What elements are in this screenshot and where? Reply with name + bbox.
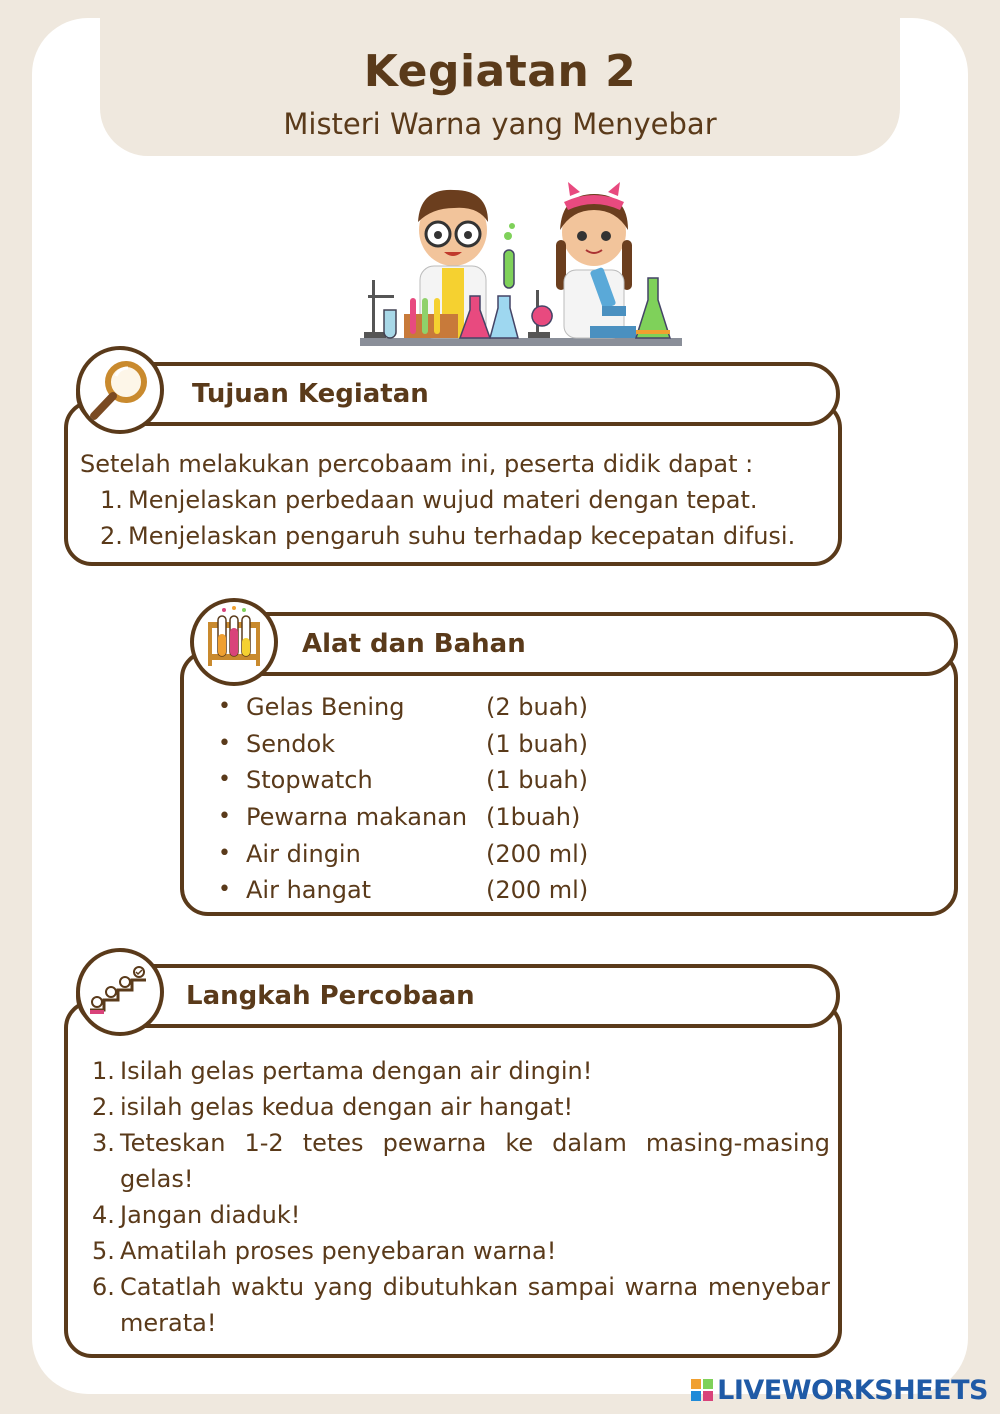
langkah-content	[92, 1053, 830, 1341]
list-item	[218, 689, 738, 726]
steps-icon	[76, 948, 164, 1036]
list-item	[92, 1053, 830, 1089]
item-quantity: (1buah)	[486, 803, 581, 832]
list-number: 1.	[100, 486, 123, 514]
tujuan-content	[80, 446, 832, 554]
list-item	[92, 1089, 830, 1125]
item-name: Gelas Bening	[246, 693, 405, 722]
scientist-kids-illustration	[358, 180, 684, 350]
list-item	[92, 1197, 830, 1233]
list-item	[218, 872, 738, 909]
item-quantity: (1 buah)	[486, 766, 588, 795]
bullet: •	[218, 767, 231, 793]
list-item	[92, 1125, 830, 1197]
item-name: Stopwatch	[246, 766, 373, 795]
langkah-header	[76, 964, 840, 1028]
list-item	[218, 799, 738, 836]
magnifier-icon	[76, 346, 164, 434]
alat-list	[218, 689, 738, 909]
bullet: •	[218, 840, 231, 866]
watermark-text: LIVEWORKSHEETS	[717, 1374, 988, 1406]
liveworksheets-watermark	[691, 1372, 988, 1408]
list-text: isilah gelas kedua dengan air hangat!	[120, 1093, 574, 1121]
list-number: 1.	[92, 1057, 115, 1085]
list-text: Isilah gelas pertama dengan air dingin!	[120, 1057, 593, 1085]
item-quantity: (2 buah)	[486, 693, 588, 722]
item-name: Air hangat	[246, 876, 372, 905]
list-number: 3.	[92, 1129, 115, 1157]
tujuan-intro: Setelah melakukan percobaam ini, peserta didik dapat :	[80, 450, 754, 478]
liveworksheets-logo-icon	[691, 1379, 713, 1401]
list-text: Teteskan 1-2 tetes pewarna ke dalam masing-masing gelas!	[120, 1129, 830, 1193]
list-item	[92, 1269, 830, 1341]
list-number: 6.	[92, 1273, 115, 1301]
list-text: Jangan diaduk!	[120, 1201, 301, 1229]
list-item	[100, 482, 832, 518]
item-quantity: (1 buah)	[486, 729, 588, 758]
list-text: Catatlah waktu yang dibutuhkan sampai warna menyebar merata!	[120, 1273, 830, 1337]
list-item	[218, 835, 738, 872]
langkah-list	[92, 1053, 830, 1341]
item-quantity: (200 ml)	[486, 839, 589, 868]
item-name: Air dingin	[246, 839, 361, 868]
bullet: •	[218, 877, 231, 903]
list-item	[100, 518, 832, 554]
alat-title: Alat dan Bahan	[302, 629, 526, 659]
list-number: 5.	[92, 1237, 115, 1265]
tujuan-list	[80, 482, 832, 554]
list-item	[218, 726, 738, 763]
tujuan-header	[76, 362, 840, 426]
list-text: Menjelaskan perbedaan wujud materi dengan tepat.	[128, 486, 758, 514]
item-name: Sendok	[246, 729, 336, 758]
list-item	[92, 1233, 830, 1269]
list-number: 2.	[92, 1093, 115, 1121]
item-name: Pewarna makanan	[246, 803, 468, 832]
list-text: Menjelaskan pengaruh suhu terhadap kecepatan difusi.	[128, 522, 796, 550]
langkah-title: Langkah Percobaan	[186, 981, 475, 1011]
test-tubes-icon	[190, 598, 278, 686]
page-subtitle: Misteri Warna yang Menyebar	[283, 107, 717, 141]
list-number: 4.	[92, 1201, 115, 1229]
list-number: 2.	[100, 522, 123, 550]
header	[100, 18, 900, 156]
bullet: •	[218, 804, 231, 830]
bullet: •	[218, 730, 231, 756]
list-item	[218, 762, 738, 799]
alat-content	[218, 689, 738, 909]
alat-header	[194, 612, 958, 676]
page-title: Kegiatan 2	[363, 46, 637, 97]
bullet: •	[218, 694, 231, 720]
list-text: Amatilah proses penyebaran warna!	[120, 1237, 557, 1265]
item-quantity: (200 ml)	[486, 876, 589, 905]
tujuan-title: Tujuan Kegiatan	[192, 379, 429, 409]
